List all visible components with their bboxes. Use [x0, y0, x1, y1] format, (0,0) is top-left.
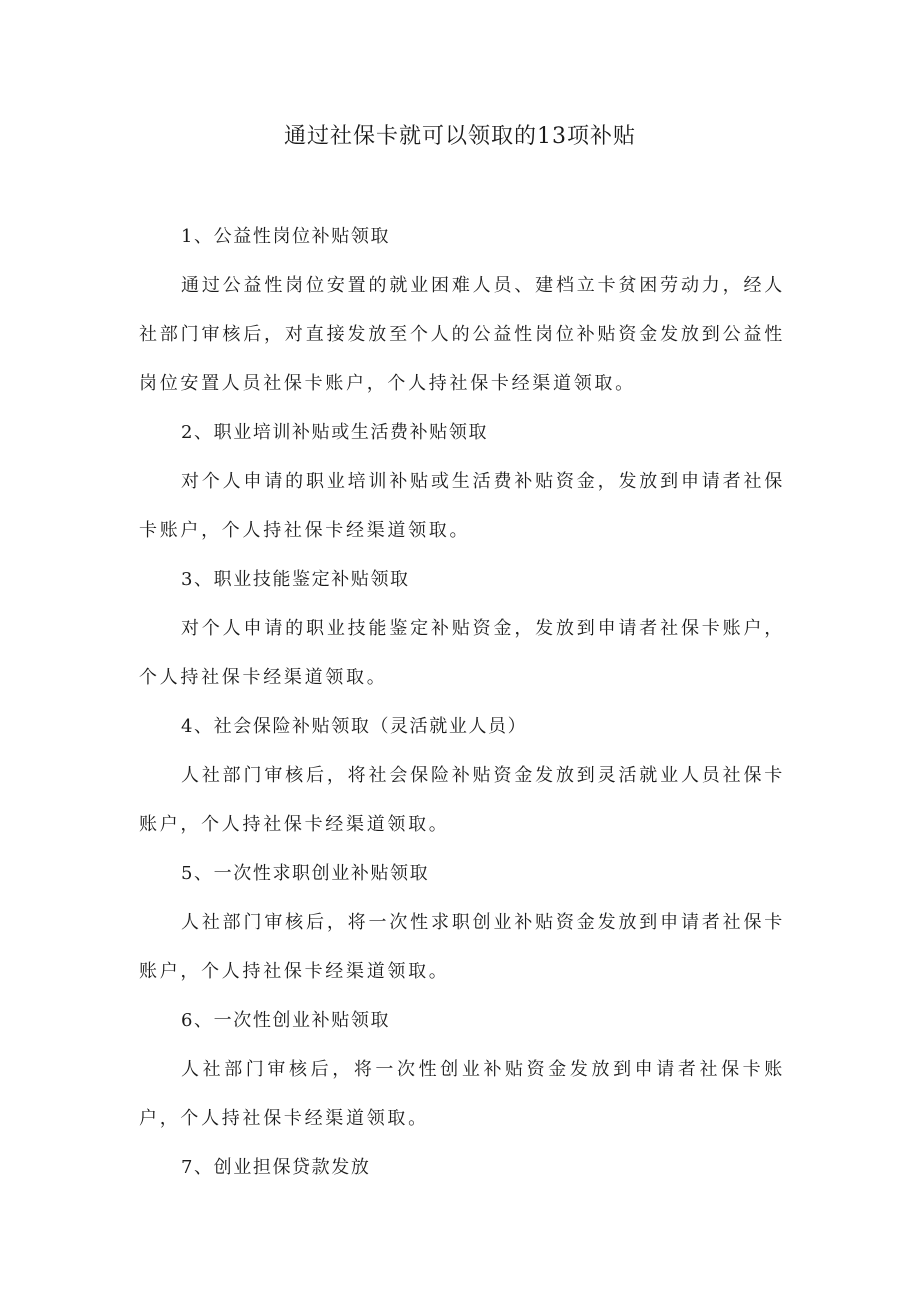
- section-heading: 6、一次性创业补贴领取: [181, 1010, 391, 1031]
- section-heading: 7、创业担保贷款发放: [181, 1157, 371, 1178]
- section-4: [139, 702, 785, 849]
- section-5: [139, 849, 785, 996]
- section-heading: 4、社会保险补贴领取（灵活就业人员）: [181, 716, 528, 737]
- section-6: [139, 996, 785, 1143]
- section-heading: 1、公益性岗位补贴领取: [181, 226, 391, 247]
- section-heading: 2、职业培训补贴或生活费补贴领取: [181, 422, 489, 443]
- section-2: [139, 408, 785, 555]
- section-heading: 3、职业技能鉴定补贴领取: [181, 569, 410, 590]
- section-7: [139, 1143, 785, 1192]
- document-content: [139, 212, 785, 1192]
- section-paragraph: 人社部门审核后，将一次性求职创业补贴资金发放到申请者社保卡账户，个人持社保卡经渠道领取。: [139, 912, 785, 982]
- section-1: [139, 212, 785, 408]
- section-paragraph: 人社部门审核后，将一次性创业补贴资金发放到申请者社保卡账户，个人持社保卡经渠道领取。: [139, 1059, 785, 1129]
- document-title: 通过社保卡就可以领取的13项补贴: [284, 124, 636, 149]
- section-heading: 5、一次性求职创业补贴领取: [181, 863, 430, 884]
- section-paragraph: 人社部门审核后，将社会保险补贴资金发放到灵活就业人员社保卡账户，个人持社保卡经渠道领取。: [139, 765, 785, 835]
- section-3: [139, 555, 785, 702]
- section-paragraph: 对个人申请的职业培训补贴或生活费补贴资金，发放到申请者社保卡账户，个人持社保卡经渠道领取。: [139, 471, 785, 541]
- section-paragraph: 通过公益性岗位安置的就业困难人员、建档立卡贫困劳动力，经人社部门审核后，对直接发放至个人的公益性岗位补贴资金发放到公益性岗位安置人员社保卡账户，个人持社保卡经渠道领取。: [139, 275, 785, 394]
- section-paragraph: 对个人申请的职业技能鉴定补贴资金，发放到申请者社保卡账户，个人持社保卡经渠道领取。: [139, 618, 785, 688]
